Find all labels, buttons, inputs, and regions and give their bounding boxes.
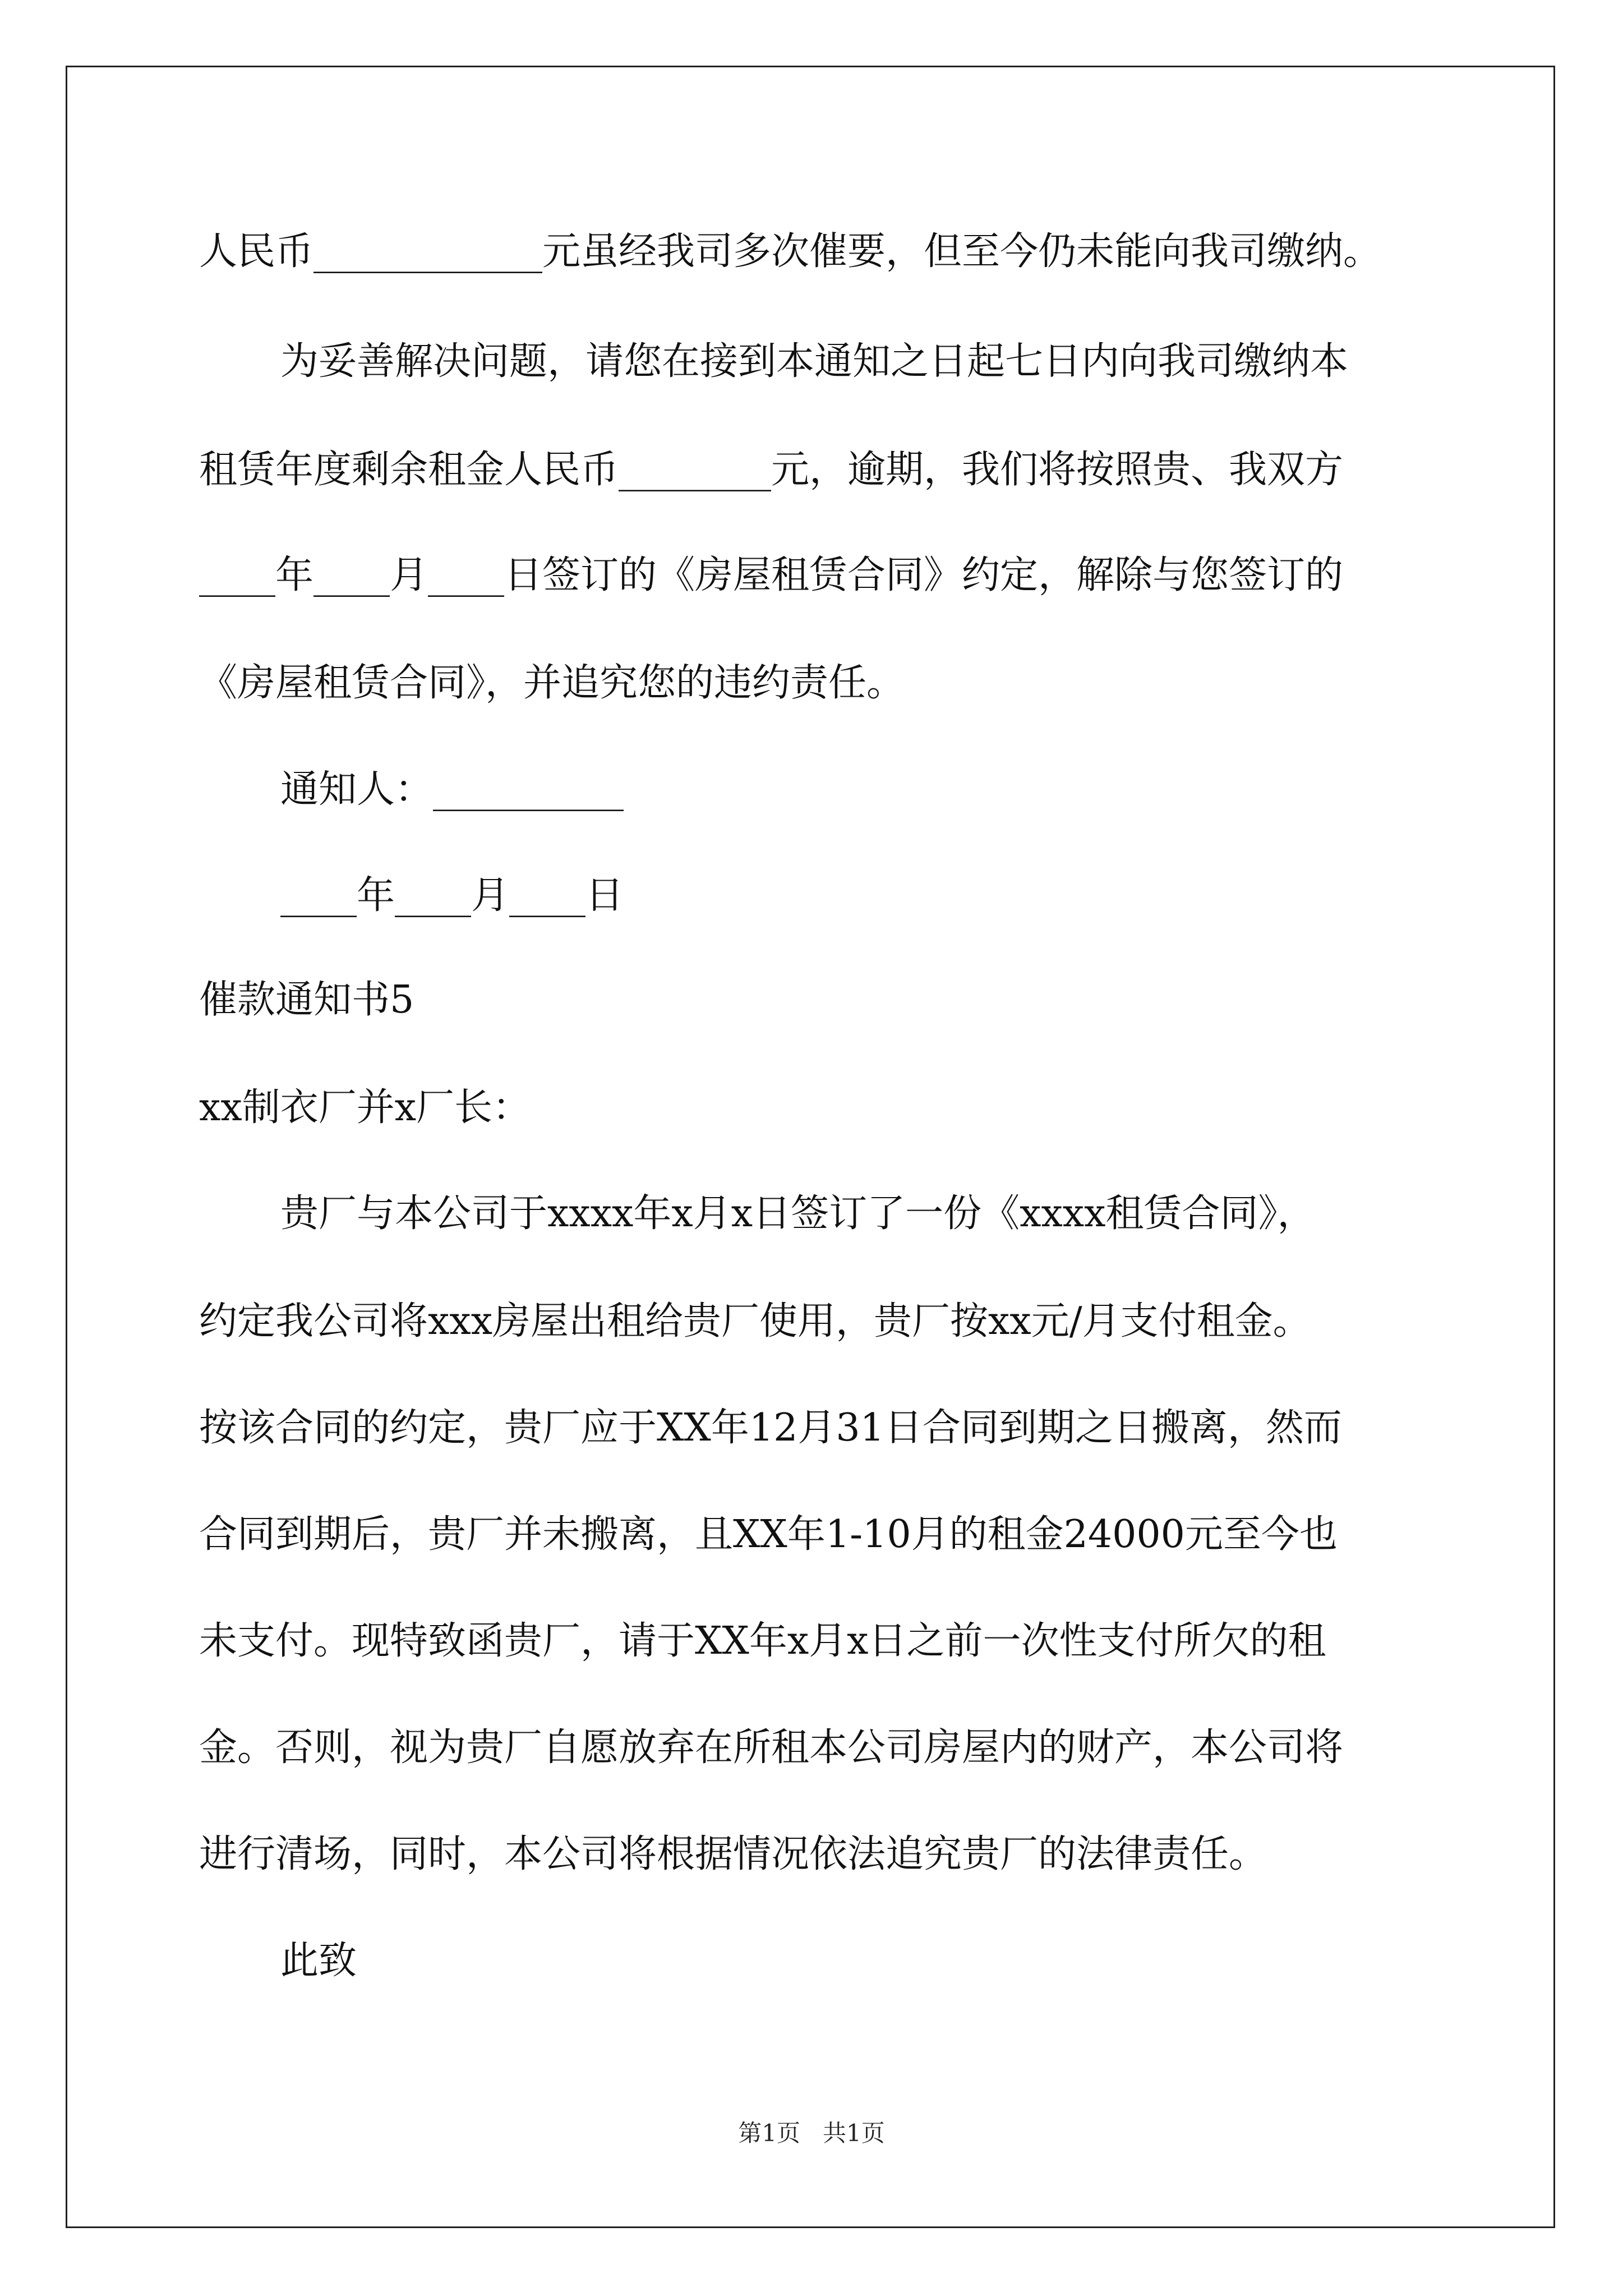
addressee-line: xx制衣厂并x厂长： <box>199 1085 531 1130</box>
section-title: 催款通知书5 <box>199 978 414 1022</box>
page-border <box>66 66 1555 2228</box>
text-line-2: 为妥善解决问题，请您在接到本通知之日起七日内向我司缴纳本 <box>280 339 1349 384</box>
notifier-line: 通知人：__________ <box>280 767 624 812</box>
body-line-4: 合同到期后，贵厂并未搬离，且XX年1-10月的租金24000元至今也 <box>199 1512 1338 1557</box>
body-line-5: 未支付。现特致函贵厂，请于XX年x月x日之前一次性支付所欠的租 <box>199 1619 1326 1663</box>
text-line-1: 人民币____________元虽经我司多次催要，但至今仍未能向我司缴纳。 <box>199 229 1382 274</box>
page-footer: 第1页 共1页 <box>738 2119 885 2147</box>
text-line-5: 《房屋租赁合同》，并追究您的违约责任。 <box>199 661 905 705</box>
text-line-4: ____年____月____日签订的《房屋租赁合同》约定，解除与您签订的 <box>199 553 1344 597</box>
text-line-3: 租赁年度剩余租金人民币________元，逾期，我们将按照贵、我双方 <box>199 448 1344 492</box>
body-line-7: 进行清场，同时，本公司将根据情况依法追究贵厂的法律责任。 <box>199 1832 1267 1876</box>
body-line-3: 按该合同的约定，贵厂应于XX年12月31日合同到期之日搬离，然而 <box>199 1406 1342 1450</box>
body-line-2: 约定我公司将xxx房屋出租给贵厂使用，贵厂按xx元/月支付租金。 <box>199 1299 1311 1343</box>
closing-line: 此致 <box>280 1939 357 1983</box>
date-line: ____年____月____日 <box>280 873 624 918</box>
body-line-1: 贵厂与本公司于xxxx年x月x日签订了一份《xxxx租赁合同》， <box>280 1191 1316 1236</box>
body-line-6: 金。否则，视为贵厂自愿放弃在所租本公司房屋内的财产，本公司将 <box>199 1726 1344 1770</box>
